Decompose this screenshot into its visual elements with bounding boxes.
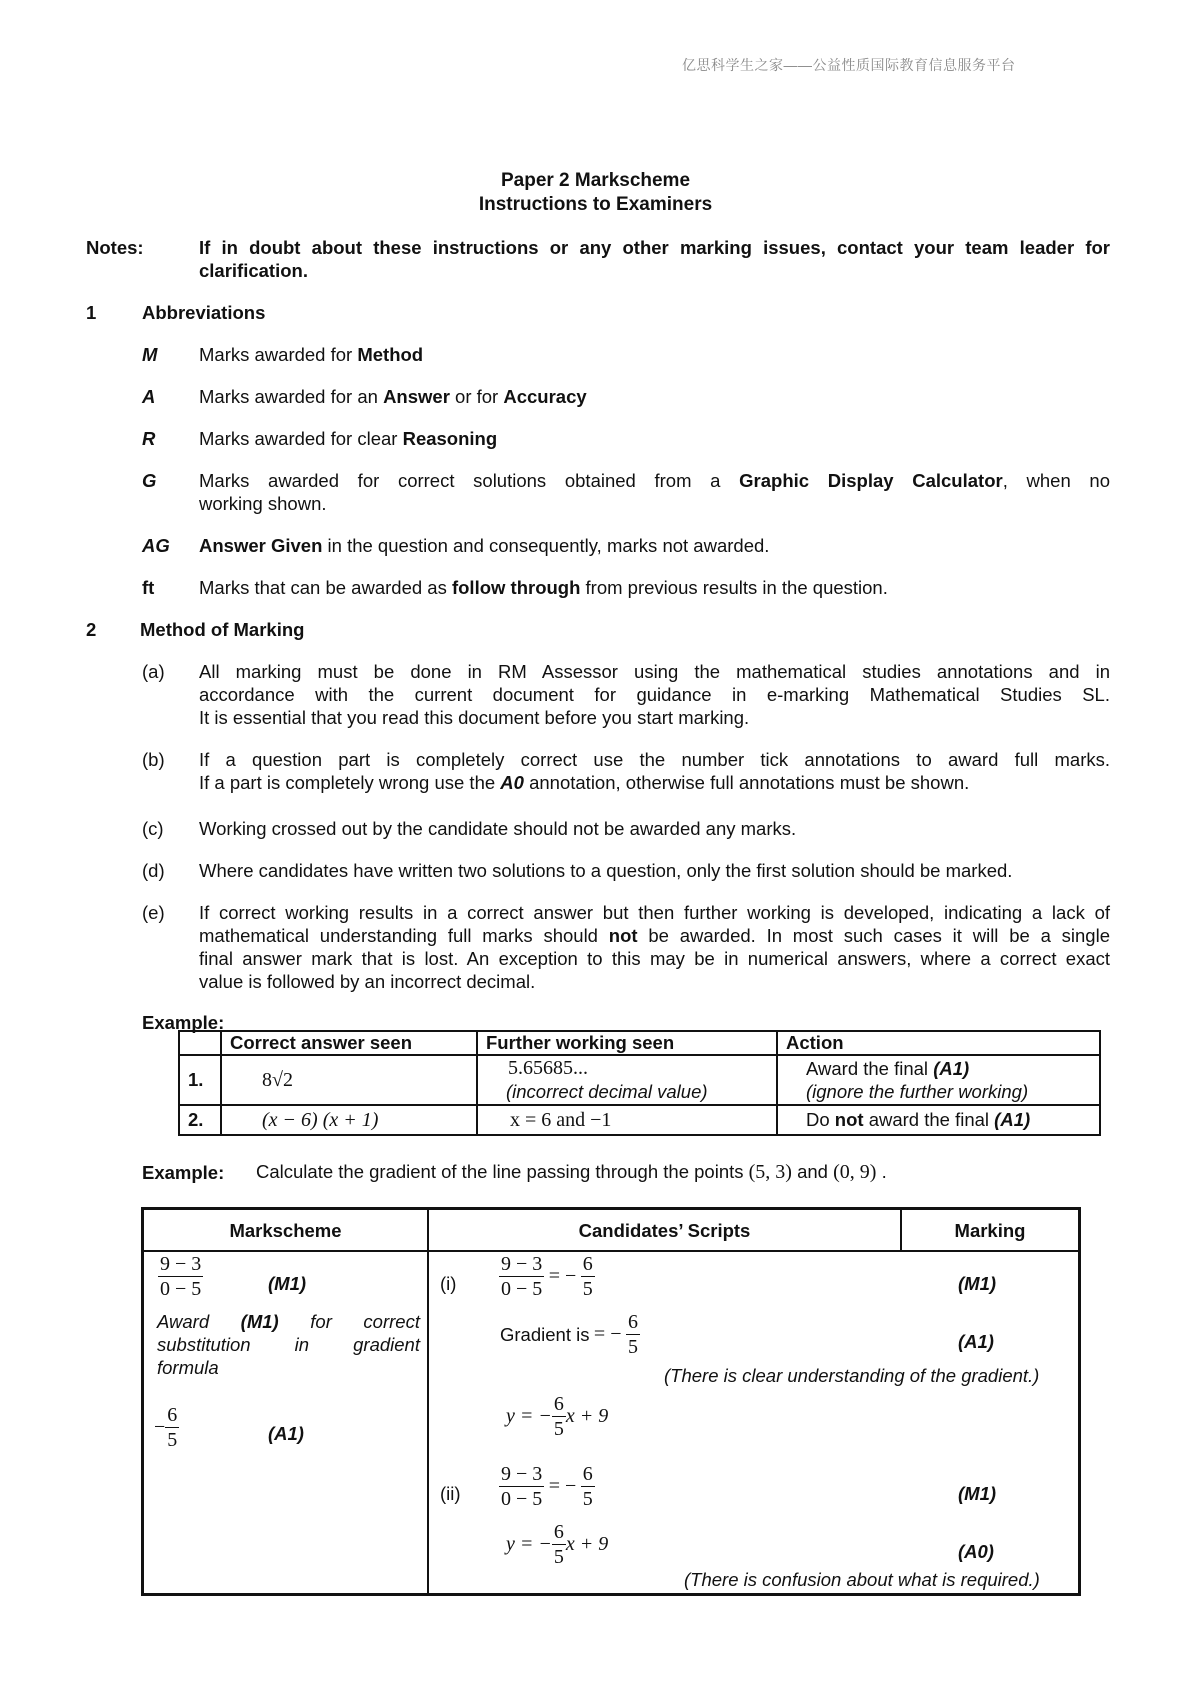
correct-answer: 8√2 <box>221 1055 477 1105</box>
abbr-desc: Answer Given in the question and consequently, marks not awarded. <box>199 535 770 556</box>
markscheme-mark: (M1) <box>268 1273 307 1294</box>
table-header: Candidates’ Scripts <box>578 1220 751 1241</box>
item-b-line: If a part is completely wrong use the A0 annotation, otherwise full annotations must be shown. <box>199 772 970 793</box>
row-number: 2. <box>179 1105 221 1135</box>
script-note: (There is confusion about what is required.) <box>684 1569 1040 1590</box>
table-header: Action <box>777 1031 1100 1055</box>
item-e-line: mathematical understanding full marks should not be awarded. In most such cases it will be a single <box>199 925 1110 946</box>
correct-answer: (x − 6) (x + 1) <box>221 1105 477 1135</box>
script-label: (i) <box>440 1273 457 1294</box>
abbr-desc: Marks awarded for clear Reasoning <box>199 428 498 449</box>
abbr-desc-continued: working shown. <box>199 493 327 514</box>
notes-label: Notes: <box>86 237 144 258</box>
table-row <box>179 1055 1100 1105</box>
abbr-desc: Marks awarded for an Answer or for Accuracy <box>199 386 587 407</box>
markscheme-note: Award (M1) for correct substitution in gradient formula <box>157 1311 420 1378</box>
table-header: Markscheme <box>229 1220 342 1241</box>
table-header: Further working seen <box>477 1031 777 1055</box>
section-1-heading: Abbreviations <box>142 302 266 323</box>
script-line: y = − $\frac{6}{5}$ x + 9 <box>506 1521 609 1568</box>
example-2-table <box>141 1207 1081 1596</box>
abbr-code: AG <box>142 535 170 556</box>
example-2-label: Example: <box>142 1162 225 1183</box>
marking-mark: (M1) <box>958 1273 997 1294</box>
script-line: y = − $\frac{6}{5}$ x + 9 <box>506 1393 609 1440</box>
abbr-desc: Marks awarded for Method <box>199 344 424 365</box>
section-2-number: 2 <box>86 619 97 640</box>
item-label: (b) <box>142 749 165 770</box>
markscheme-fraction: $\frac{9 - 3}{0 - 5}$ <box>160 1253 202 1300</box>
table-row <box>179 1105 1100 1135</box>
markscheme-mark: (A1) <box>268 1423 304 1444</box>
item-label: (a) <box>142 661 165 682</box>
marking-mark: (M1) <box>958 1483 997 1504</box>
marking-mark: (A1) <box>958 1331 994 1352</box>
section-2-heading: Method of Marking <box>140 619 305 640</box>
abbr-code: ft <box>142 577 155 598</box>
script-note: (There is clear understanding of the gradient.) <box>664 1365 1040 1386</box>
page-subtitle: Instructions to Examiners <box>478 194 713 215</box>
marking-mark: (A0) <box>958 1541 994 1562</box>
item-a-line: accordance with the current document for guidance in e-marking Mathematical Studies SL. <box>199 684 1110 705</box>
item-e-line: final answer mark that is lost. An exception to this may be in numerical answers, where a correct exact <box>199 948 1110 969</box>
script-label: (ii) <box>440 1483 461 1504</box>
abbr-desc: Marks that can be awarded as follow through from previous results in the question. <box>199 577 888 598</box>
section-1-number: 1 <box>86 302 97 323</box>
item-b-line: If a question part is completely correct use the number tick annotations to award full marks. <box>199 749 1110 770</box>
table-header: Marking <box>954 1220 1026 1241</box>
action: Do not award the final (A1) <box>777 1105 1100 1135</box>
example-2-question: Calculate the gradient of the line passing through the points (5, 3) and (0, 9) . <box>256 1161 887 1183</box>
notes-text: If in doubt about these instructions or any other marking issues, contact your team leader for clarification. <box>199 237 1110 281</box>
item-e-line: value is followed by an incorrect decimal. <box>199 971 536 992</box>
script-line: $\frac{9 - 3}{0 - 5}$ = − $\frac{6}{5}$ <box>501 1463 593 1510</box>
abbr-desc: Marks awarded for correct solutions obtained from a Graphic Display Calculator, when no <box>199 470 1110 491</box>
item-label: (c) <box>142 818 164 839</box>
item-d-text: Where candidates have written two solutions to a question, only the first solution should be marked. <box>199 860 1013 881</box>
row-number: 1. <box>179 1055 221 1105</box>
item-label: (e) <box>142 902 165 923</box>
example-1-label: Example: <box>142 1012 225 1033</box>
script-line: Gradient is = − $\frac{6}{5}$ <box>500 1311 638 1358</box>
page-title: Paper 2 Markscheme <box>500 170 691 191</box>
abbr-code: R <box>142 428 156 449</box>
abbr-code: M <box>142 344 158 365</box>
script-line: $\frac{9 - 3}{0 - 5}$ = − $\frac{6}{5}$ <box>501 1253 593 1300</box>
table-header: Correct answer seen <box>221 1031 477 1055</box>
watermark-text: 亿思科学生之家——公益性质国际教育信息服务平台 <box>682 57 1016 73</box>
markscheme-answer: − $\frac{6}{5}$ <box>154 1404 178 1451</box>
further-working: 5.65685... (incorrect decimal value) <box>477 1055 777 1105</box>
further-working: x = 6 and −1 <box>477 1105 777 1135</box>
item-e-line: If correct working results in a correct answer but then further working is developed, indicating a lack of <box>199 902 1110 923</box>
action: Award the final (A1) (ignore the further working) <box>777 1055 1100 1105</box>
item-c-text: Working crossed out by the candidate should not be awarded any marks. <box>199 818 797 839</box>
item-a-line: It is essential that you read this document before you start marking. <box>199 707 750 728</box>
abbr-code: A <box>142 386 156 407</box>
item-a-line: All marking must be done in RM Assessor using the mathematical studies annotations and in <box>199 661 1110 682</box>
table-header-blank <box>179 1031 221 1055</box>
abbr-code: G <box>142 470 157 491</box>
item-label: (d) <box>142 860 165 881</box>
example-1-table <box>178 1030 1101 1136</box>
